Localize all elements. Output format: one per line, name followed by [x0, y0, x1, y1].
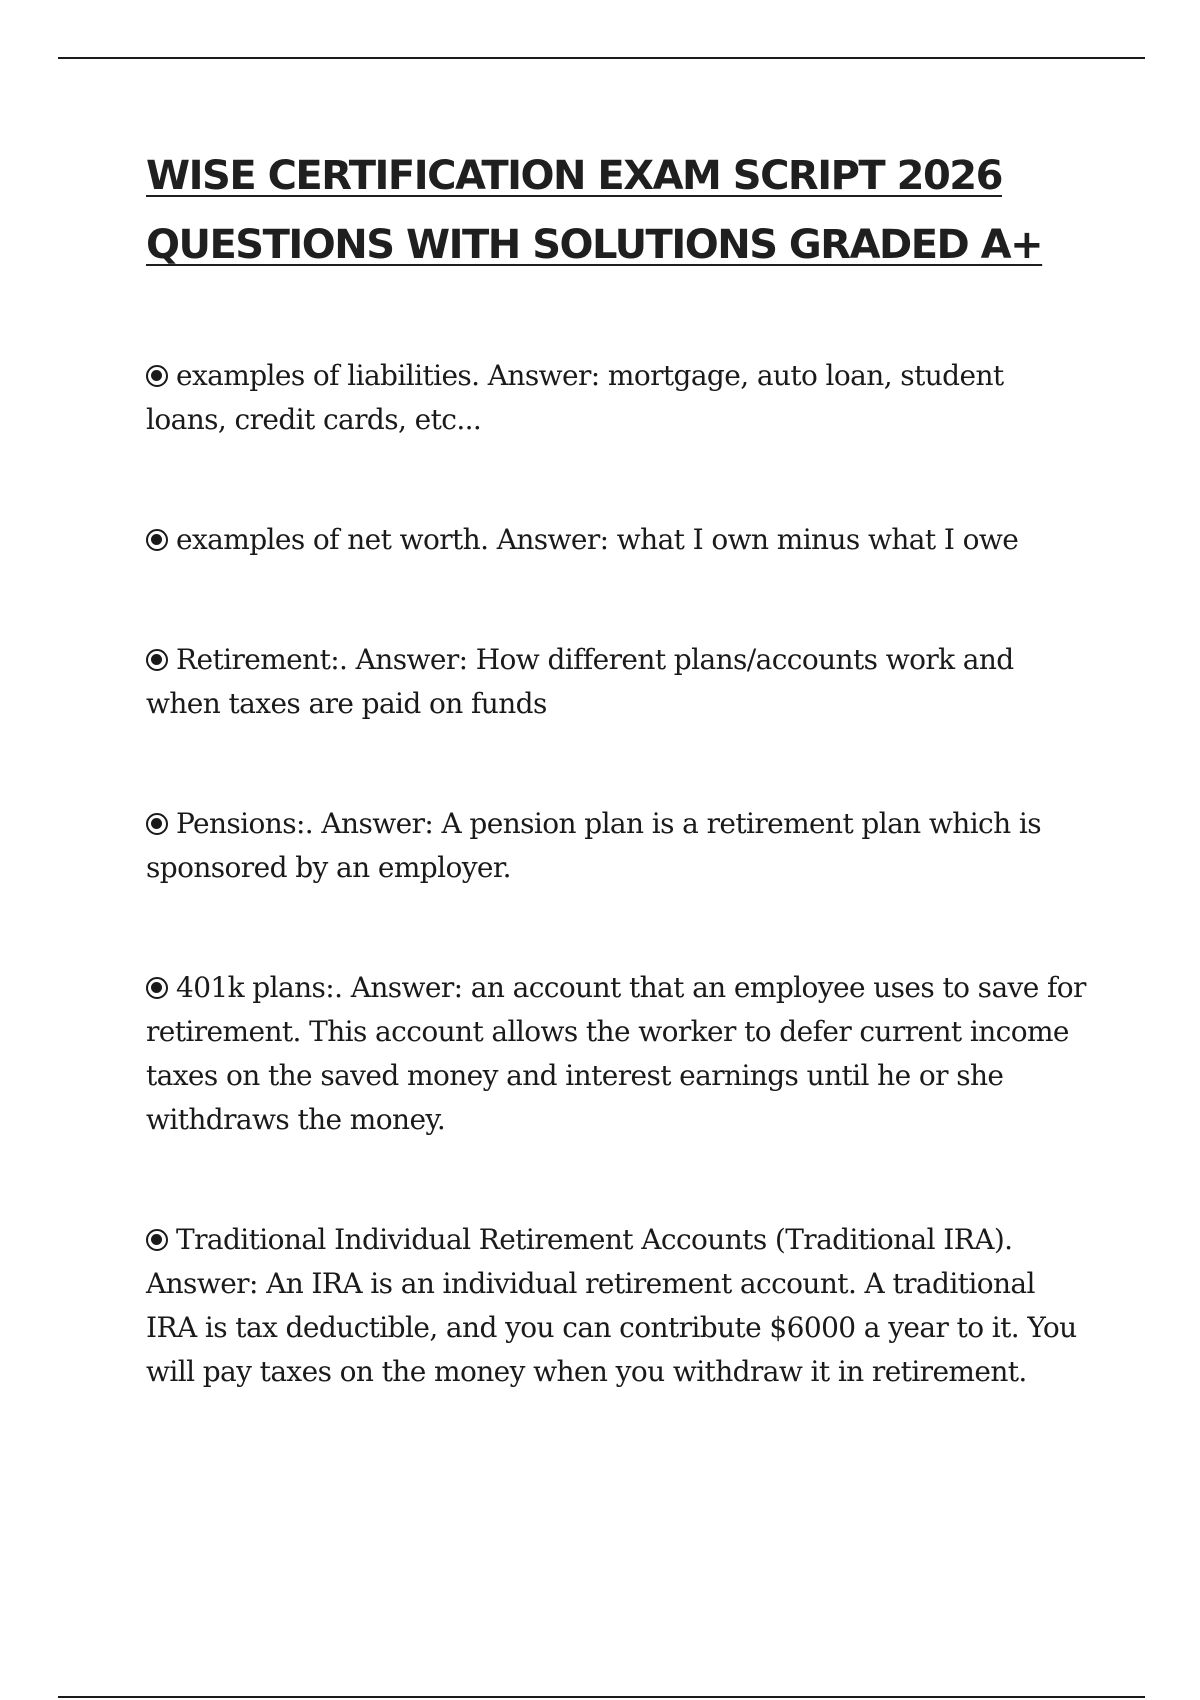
fisheye-bullet-icon: [146, 977, 168, 999]
fisheye-bullet-icon: [146, 365, 168, 387]
fisheye-bullet-icon: [146, 649, 168, 671]
qa-item-net-worth: [146, 518, 1086, 562]
fisheye-bullet-icon: [146, 813, 168, 835]
qa-text: 401k plans:. Answer: an account that an employee uses to save for retirement. This account allows the worker to defer current income taxes on the saved money and interest earnings until he or she withdraws the money.: [146, 971, 1086, 1136]
document-title: [146, 142, 1086, 280]
bottom-rule: [58, 1696, 1145, 1698]
qa-text: Traditional Individual Retirement Accounts (Traditional IRA). Answer: An IRA is an individual retirement account. A traditional IRA is tax deductible, and you can contribute $6000 a year to it. You will pay taxes on the money when you withdraw it in retirement.: [146, 1223, 1077, 1388]
qa-text: examples of liabilities. Answer: mortgage, auto loan, student loans, credit cards, etc...: [146, 359, 1004, 436]
qa-text: examples of net worth. Answer: what I own minus what I owe: [176, 523, 1019, 556]
qa-item-liabilities: [146, 354, 1086, 442]
title-line-1: WISE CERTIFICATION EXAM SCRIPT 2026: [146, 153, 1002, 199]
fisheye-bullet-icon: [146, 1229, 168, 1251]
title-line-2: QUESTIONS WITH SOLUTIONS GRADED A+: [146, 222, 1043, 268]
qa-text: Retirement:. Answer: How different plans/accounts work and when taxes are paid on funds: [146, 643, 1014, 720]
qa-item-pensions: [146, 802, 1086, 890]
qa-text: Pensions:. Answer: A pension plan is a retirement plan which is sponsored by an employer.: [146, 807, 1041, 884]
qa-item-retirement: [146, 638, 1086, 726]
fisheye-bullet-icon: [146, 529, 168, 551]
top-rule: [58, 57, 1145, 59]
qa-item-traditional-ira: [146, 1218, 1086, 1394]
qa-list: [146, 354, 1086, 1470]
qa-item-401k: [146, 966, 1086, 1142]
